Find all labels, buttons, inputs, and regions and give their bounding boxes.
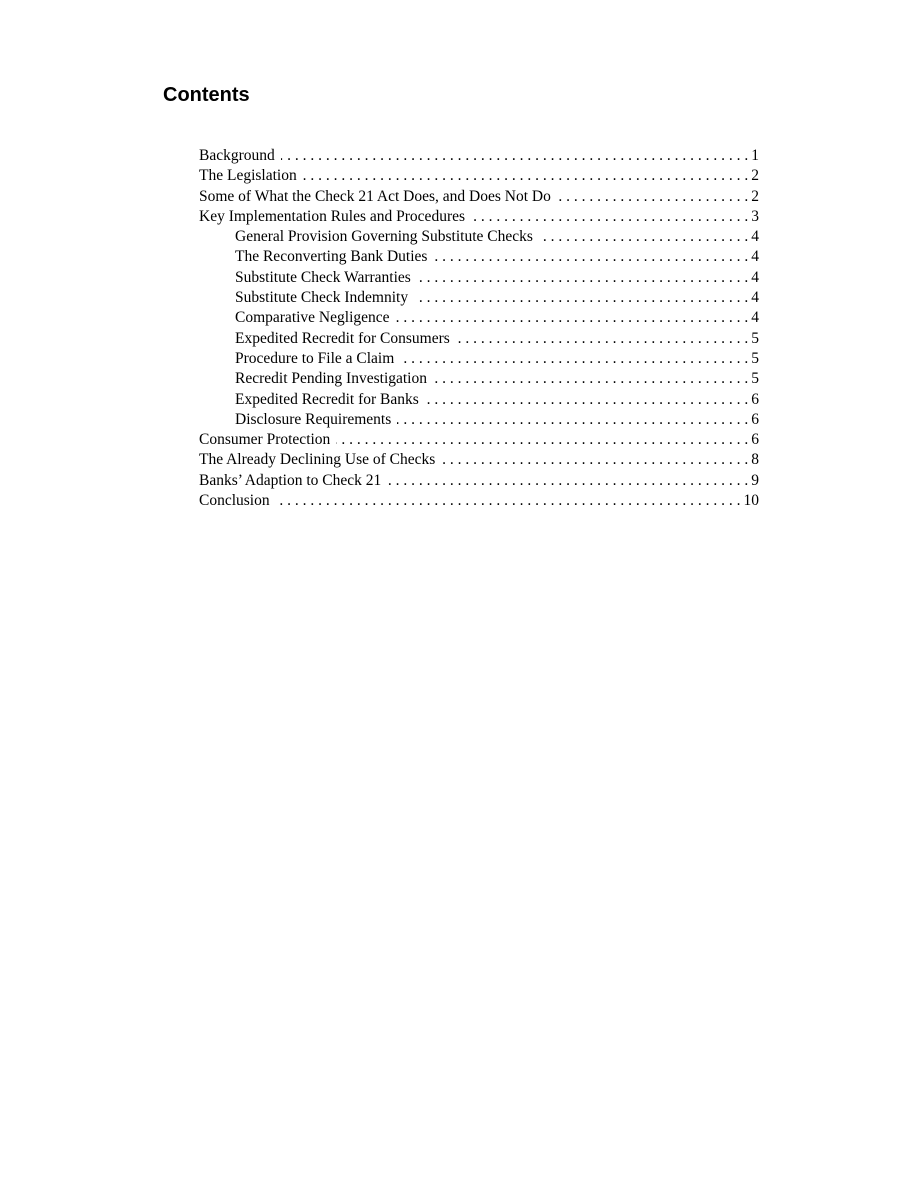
toc-dot-leader — [433, 247, 748, 267]
toc-entry-title[interactable]: Recredit Pending Investigation — [235, 370, 427, 388]
toc-dot-leader — [557, 187, 748, 207]
toc-entry[interactable] — [199, 207, 759, 227]
toc-entry-title[interactable]: The Reconverting Bank Duties — [235, 248, 428, 266]
toc-page-number: 8 — [751, 451, 759, 469]
toc-page-number: 4 — [751, 309, 759, 327]
toc-entry[interactable] — [199, 491, 759, 511]
toc-page-number: 1 — [751, 147, 759, 164]
toc-entry[interactable] — [199, 166, 759, 186]
toc-dot-leader — [387, 471, 748, 491]
toc-subentry[interactable] — [199, 410, 759, 430]
toc-dot-leader — [414, 288, 748, 308]
toc-entry-title[interactable]: Procedure to File a Claim — [235, 349, 395, 367]
toc-entry-title[interactable]: Key Implementation Rules and Procedures — [199, 207, 466, 225]
toc-dot-leader — [336, 430, 748, 450]
toc-dot-leader — [281, 146, 748, 166]
toc-dot-leader — [539, 227, 748, 247]
toc-dot-leader — [396, 308, 749, 328]
toc-dot-leader — [456, 329, 748, 349]
toc-entry[interactable] — [199, 146, 759, 166]
toc-subentry[interactable] — [199, 268, 759, 288]
toc-dot-leader — [417, 268, 748, 288]
toc-entry-title[interactable]: General Provision Governing Substitute Checks — [235, 228, 533, 246]
toc-page-number: 5 — [751, 349, 759, 367]
toc-dot-leader — [397, 410, 748, 430]
toc-entry-title[interactable]: The Already Declining Use of Checks — [199, 451, 436, 469]
toc-dot-leader — [441, 450, 748, 470]
toc-entry-title[interactable]: Substitute Check Indemnity — [235, 289, 409, 307]
toc-entry-title[interactable]: Background — [199, 147, 275, 164]
toc-entry-title[interactable]: Substitute Check Warranties — [235, 268, 411, 286]
toc-subentry[interactable] — [199, 308, 759, 328]
toc-entry-title[interactable]: Conclusion — [199, 492, 270, 510]
page-title: Contents — [163, 84, 250, 106]
toc-subentry[interactable] — [199, 369, 759, 389]
toc-entry[interactable] — [199, 450, 759, 470]
toc-dot-leader — [433, 369, 748, 389]
toc-subentry[interactable] — [199, 247, 759, 267]
toc-entry[interactable] — [199, 187, 759, 207]
toc-page-number: 4 — [751, 248, 759, 266]
toc-page-number: 6 — [751, 410, 759, 428]
toc-entry-title[interactable]: Expedited Recredit for Consumers — [235, 329, 450, 347]
toc-dot-leader — [303, 166, 749, 186]
toc-dot-leader — [276, 491, 741, 511]
table-of-contents — [199, 146, 759, 511]
toc-dot-leader — [425, 390, 748, 410]
toc-page-number: 6 — [751, 390, 759, 408]
toc-entry-title[interactable]: Some of What the Check 21 Act Does, and Does Not Do — [199, 187, 551, 205]
toc-subentry[interactable] — [199, 288, 759, 308]
toc-dot-leader — [400, 349, 748, 369]
toc-subentry[interactable] — [199, 390, 759, 410]
toc-entry-title[interactable]: Comparative Negligence — [235, 309, 390, 327]
toc-page-number: 4 — [751, 268, 759, 286]
toc-entry[interactable] — [199, 430, 759, 450]
toc-subentry[interactable] — [199, 227, 759, 247]
toc-page-number: 10 — [743, 492, 759, 510]
toc-page-number: 2 — [751, 167, 759, 185]
toc-page-number: 5 — [751, 329, 759, 347]
toc-page-number: 5 — [751, 370, 759, 388]
toc-entry-title[interactable]: Consumer Protection — [199, 431, 331, 449]
toc-subentry[interactable] — [199, 349, 759, 369]
toc-entry-title[interactable]: Banks’ Adaption to Check 21 — [199, 471, 382, 489]
toc-entry-title[interactable]: The Legislation — [199, 167, 297, 185]
toc-dot-leader — [471, 207, 748, 227]
toc-subentry[interactable] — [199, 329, 759, 349]
toc-page-number: 9 — [751, 471, 759, 489]
toc-entry-title[interactable]: Disclosure Requirements — [235, 410, 392, 428]
toc-page-number: 4 — [751, 228, 759, 246]
toc-entry-title[interactable]: Expedited Recredit for Banks — [235, 390, 419, 408]
toc-page-number: 4 — [751, 289, 759, 307]
toc-entry[interactable] — [199, 471, 759, 491]
toc-page-number: 6 — [751, 431, 759, 449]
toc-page-number: 2 — [751, 187, 759, 205]
toc-page-number: 3 — [751, 207, 759, 225]
